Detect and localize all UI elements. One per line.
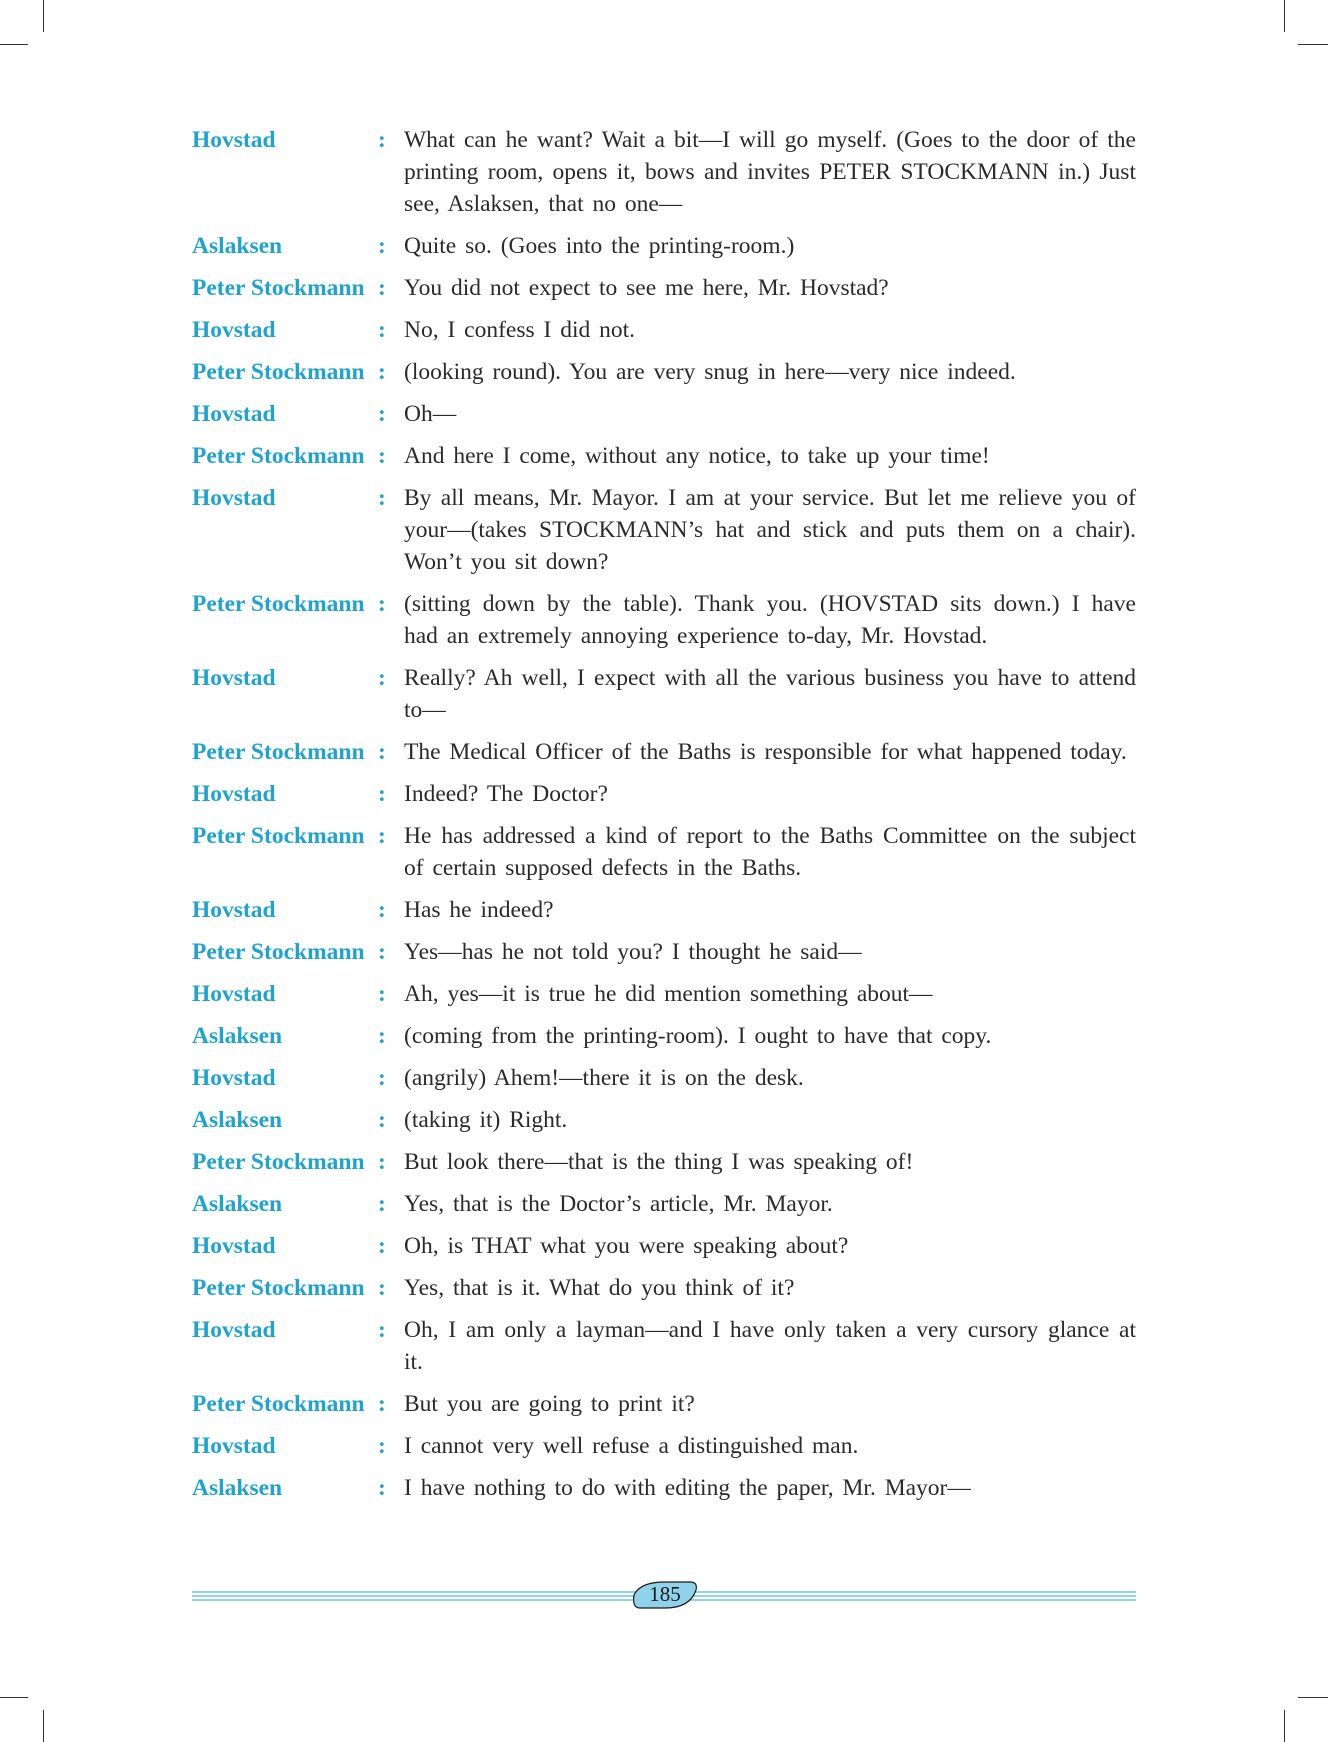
speaker-name: Peter Stockmann xyxy=(192,739,365,765)
speaker-name: Aslaksen xyxy=(192,1023,283,1049)
speaker-name: Hovstad xyxy=(192,401,276,427)
speaker-separator: : xyxy=(378,1275,386,1301)
speaker-name: Hovstad xyxy=(192,665,276,691)
dialogue-line: Has he indeed? xyxy=(404,897,554,923)
speaker-separator: : xyxy=(378,823,386,849)
dialogue-line: Yes, that is the Doctor’s article, Mr. Mayor. xyxy=(404,1191,833,1217)
dialogue-row xyxy=(192,588,1136,652)
dialogue-row xyxy=(192,1020,1136,1052)
dialogue-line: Oh, I am only a layman—and I have only taken a very cursory glance at it. xyxy=(404,1317,1136,1375)
speaker-separator: : xyxy=(378,981,386,1007)
speaker-name: Hovstad xyxy=(192,897,276,923)
dialogue-row xyxy=(192,1104,1136,1136)
crop-mark-bottom-left-v xyxy=(43,1710,44,1742)
dialogue-row xyxy=(192,662,1136,726)
dialogue-row xyxy=(192,1146,1136,1178)
dialogue-line: Quite so. (Goes into the printing-room.) xyxy=(404,233,795,259)
dialogue-row xyxy=(192,1472,1136,1504)
dialogue-line: I cannot very well refuse a distinguished man. xyxy=(404,1433,859,1459)
crop-mark-bottom-left-h xyxy=(0,1697,28,1698)
dialogue-row xyxy=(192,1188,1136,1220)
speaker-separator: : xyxy=(378,1065,386,1091)
speaker-name: Peter Stockmann xyxy=(192,443,365,469)
speaker-name: Hovstad xyxy=(192,127,276,153)
dialogue-line: Oh, is THAT what you were speaking about? xyxy=(404,1233,849,1259)
dialogue-row xyxy=(192,398,1136,430)
dialogue-line: Yes—has he not told you? I thought he said— xyxy=(404,939,862,965)
dialogue-line: Really? Ah well, I expect with all the various business you have to attend to— xyxy=(404,665,1136,723)
speaker-separator: : xyxy=(378,1149,386,1175)
dialogue-row xyxy=(192,1314,1136,1378)
dialogue-row xyxy=(192,1430,1136,1462)
speaker-name: Hovstad xyxy=(192,781,276,807)
dialogue-line: No, I confess I did not. xyxy=(404,317,636,343)
dialogue-row xyxy=(192,272,1136,304)
crop-mark-top-right-h xyxy=(1298,44,1328,45)
dialogue-line: And here I come, without any notice, to take up your time! xyxy=(404,443,990,469)
dialogue-row xyxy=(192,230,1136,262)
speaker-separator: : xyxy=(378,1317,386,1343)
speaker-name: Peter Stockmann xyxy=(192,1391,365,1417)
speaker-separator: : xyxy=(378,443,386,469)
speaker-name: Aslaksen xyxy=(192,1107,283,1133)
speaker-name: Hovstad xyxy=(192,1233,276,1259)
speaker-separator: : xyxy=(378,1391,386,1417)
dialogue-row xyxy=(192,440,1136,472)
crop-mark-top-right-v xyxy=(1284,0,1285,32)
speaker-separator: : xyxy=(378,1023,386,1049)
speaker-name: Hovstad xyxy=(192,1065,276,1091)
dialogue-row xyxy=(192,1230,1136,1262)
dialogue-row xyxy=(192,736,1136,768)
dialogue-row xyxy=(192,778,1136,810)
speaker-name: Peter Stockmann xyxy=(192,591,365,617)
speaker-separator: : xyxy=(378,401,386,427)
speaker-separator: : xyxy=(378,1233,386,1259)
speaker-separator: : xyxy=(378,233,386,259)
dialogue-row xyxy=(192,820,1136,884)
dialogue-line: You did not expect to see me here, Mr. Hovstad? xyxy=(404,275,889,301)
speaker-separator: : xyxy=(378,1475,386,1501)
dialogue-block xyxy=(192,124,1136,1514)
speaker-separator: : xyxy=(378,739,386,765)
dialogue-line: He has addressed a kind of report to the Baths Committee on the subject of certain supposed defects in the Baths. xyxy=(404,823,1136,881)
dialogue-line: By all means, Mr. Mayor. I am at your service. But let me relieve you of your—(takes STOCKMANN’s hat and stick and puts them on a chair). Won’t you sit down? xyxy=(404,485,1136,575)
speaker-separator: : xyxy=(378,275,386,301)
speaker-name: Hovstad xyxy=(192,1433,276,1459)
dialogue-line: (coming from the printing-room). I ought to have that copy. xyxy=(404,1023,992,1049)
dialogue-line: (angrily) Ahem!—there it is on the desk. xyxy=(404,1065,804,1091)
dialogue-row xyxy=(192,1272,1136,1304)
speaker-name: Hovstad xyxy=(192,1317,276,1343)
dialogue-line: The Medical Officer of the Baths is responsible for what happened today. xyxy=(404,739,1127,765)
dialogue-row xyxy=(192,1388,1136,1420)
dialogue-line: What can he want? Wait a bit—I will go myself. (Goes to the door of the printing room, opens it, bows and invites PETER STOCKMANN in.) Just see, Aslaksen, that no one— xyxy=(404,127,1136,217)
page-footer xyxy=(192,1582,1136,1608)
dialogue-line: (taking it) Right. xyxy=(404,1107,568,1133)
speaker-name: Aslaksen xyxy=(192,233,283,259)
speaker-name: Peter Stockmann xyxy=(192,359,365,385)
dialogue-row xyxy=(192,894,1136,926)
dialogue-row xyxy=(192,936,1136,968)
speaker-separator: : xyxy=(378,1433,386,1459)
dialogue-line: Yes, that is it. What do you think of it? xyxy=(404,1275,795,1301)
dialogue-row xyxy=(192,482,1136,578)
speaker-separator: : xyxy=(378,485,386,511)
speaker-separator: : xyxy=(378,1107,386,1133)
speaker-name: Aslaksen xyxy=(192,1475,283,1501)
crop-mark-bottom-right-v xyxy=(1284,1710,1285,1742)
speaker-name: Peter Stockmann xyxy=(192,1275,365,1301)
speaker-name: Hovstad xyxy=(192,317,276,343)
crop-mark-top-left-h xyxy=(0,44,28,45)
dialogue-row xyxy=(192,978,1136,1010)
dialogue-line: (looking round). You are very snug in here—very nice indeed. xyxy=(404,359,1016,385)
speaker-name: Peter Stockmann xyxy=(192,275,365,301)
speaker-separator: : xyxy=(378,897,386,923)
speaker-name: Peter Stockmann xyxy=(192,1149,365,1175)
speaker-separator: : xyxy=(378,1191,386,1217)
dialogue-line: Indeed? The Doctor? xyxy=(404,781,608,807)
dialogue-line: I have nothing to do with editing the paper, Mr. Mayor— xyxy=(404,1475,971,1501)
speaker-separator: : xyxy=(378,127,386,153)
speaker-name: Peter Stockmann xyxy=(192,823,365,849)
dialogue-line: Ah, yes—it is true he did mention something about— xyxy=(404,981,933,1007)
dialogue-row xyxy=(192,314,1136,346)
speaker-separator: : xyxy=(378,781,386,807)
speaker-separator: : xyxy=(378,317,386,343)
crop-mark-top-left-v xyxy=(43,0,44,32)
dialogue-line: (sitting down by the table). Thank you. (HOVSTAD sits down.) I have had an extremely annoying experience to-day, Mr. Hovstad. xyxy=(404,591,1136,649)
speaker-name: Peter Stockmann xyxy=(192,939,365,965)
dialogue-row xyxy=(192,1062,1136,1094)
dialogue-row xyxy=(192,356,1136,388)
speaker-name: Hovstad xyxy=(192,485,276,511)
speaker-separator: : xyxy=(378,591,386,617)
dialogue-line: But look there—that is the thing I was speaking of! xyxy=(404,1149,914,1175)
dialogue-row xyxy=(192,124,1136,220)
dialogue-line: But you are going to print it? xyxy=(404,1391,695,1417)
speaker-separator: : xyxy=(378,359,386,385)
speaker-separator: : xyxy=(378,665,386,691)
dialogue-line: Oh— xyxy=(404,401,457,427)
crop-mark-bottom-right-h xyxy=(1298,1697,1328,1698)
speaker-name: Aslaksen xyxy=(192,1191,283,1217)
speaker-separator: : xyxy=(378,939,386,965)
speaker-name: Hovstad xyxy=(192,981,276,1007)
page-number: 185 xyxy=(649,1582,681,1606)
